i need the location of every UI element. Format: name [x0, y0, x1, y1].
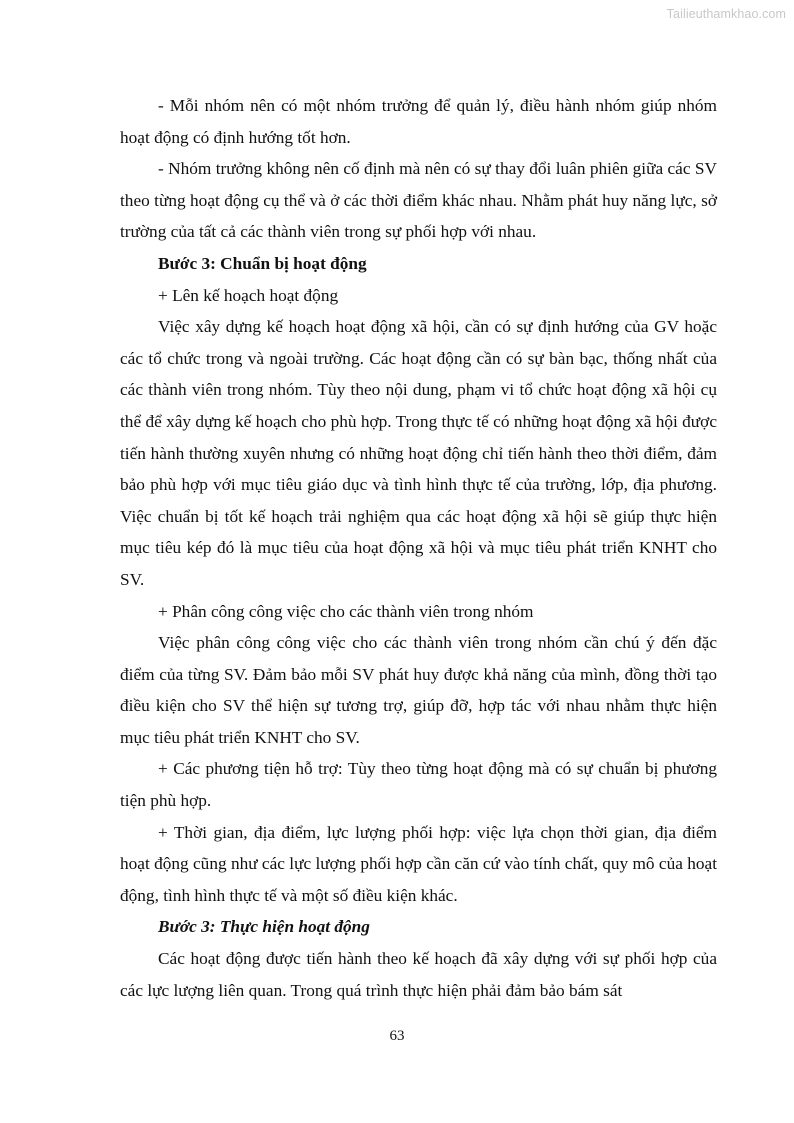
paragraph-execute-detail: Các hoạt động được tiến hành theo kế hoạch đã xây dựng với sự phối hợp của các lực lượng liên quan. Trong quá trình thực hiện phải đảm bảo bám sát [120, 949, 717, 1000]
heading-step-3-prepare: Bước 3: Chuẩn bị hoạt động [158, 253, 367, 273]
paragraph-assign-detail: Việc phân công công việc cho các thành viên trong nhóm cần chú ý đến đặc điểm của từng SV. Đảm bảo mỗi SV phát huy được khả năng của mình, đồng thời tạo điều kiện cho SV thể hiện sự tương trợ, giúp đỡ, hợp tác với nhau nhằm thực hiện mục tiêu phát triển KNHT cho SV. [120, 633, 717, 747]
paragraph-assign-tasks: + Phân công công việc cho các thành viên trong nhóm [158, 601, 534, 621]
paragraph-planning-detail: Việc xây dựng kế hoạch hoạt động xã hội, cần có sự định hướng của GV hoặc các tổ chức trong và ngoài trường. Các hoạt động cần có sự bàn bạc, thống nhất của các thành viên trong nhóm. Tùy theo nội dung, phạm vi tổ chức hoạt động xã hội cụ thể để xây dựng kế hoạch cho phù hợp. Trong thực tế có những hoạt động xã hội được tiến hành thường xuyên nhưng có những hoạt động chỉ tiến hành theo thời điểm, đảm bảo phù hợp với mục tiêu giáo dục và tình hình thực tế của trường, lớp, địa phương. Việc chuẩn bị tốt kế hoạch trải nghiệm qua các hoạt động xã hội sẽ giúp thực hiện mục tiêu kép đó là mục tiêu của hoạt động xã hội và mục tiêu phát triển KNHT cho SV. [120, 317, 717, 589]
watermark: Tailieuthamkhao.com [666, 7, 786, 21]
paragraph-support-means: + Các phương tiện hỗ trợ: Tùy theo từng hoạt động mà có sự chuẩn bị phương tiện phù hợp. [120, 759, 717, 811]
heading-step-3-execute: Bước 3: Thực hiện hoạt động [158, 917, 370, 937]
page-number: 63 [389, 1028, 405, 1044]
paragraph-time-place: + Thời gian, địa điểm, lực lượng phối hợp: việc lựa chọn thời gian, địa điểm hoạt động cũng như các lực lượng phối hợp cần căn cứ vào tính chất, quy mô của hoạt động, tình hình thực tế và một số điều kiện khác. [120, 822, 717, 905]
paragraph-plan-activities: + Lên kế hoạch hoạt động [158, 285, 339, 305]
page-body [120, 90, 717, 1006]
paragraph-rotating-leader: - Nhóm trưởng không nên cố định mà nên có sự thay đổi luân phiên giữa các SV theo từng hoạt động cụ thể và ở các thời điểm khác nhau. Nhằm phát huy năng lực, sở trường của tất cả các thành viên trong sự phối hợp với nhau. [120, 159, 717, 242]
paragraph-group-leader: - Mỗi nhóm nên có một nhóm trưởng để quản lý, điều hành nhóm giúp nhóm hoạt động có định hướng tốt hơn. [120, 96, 717, 147]
